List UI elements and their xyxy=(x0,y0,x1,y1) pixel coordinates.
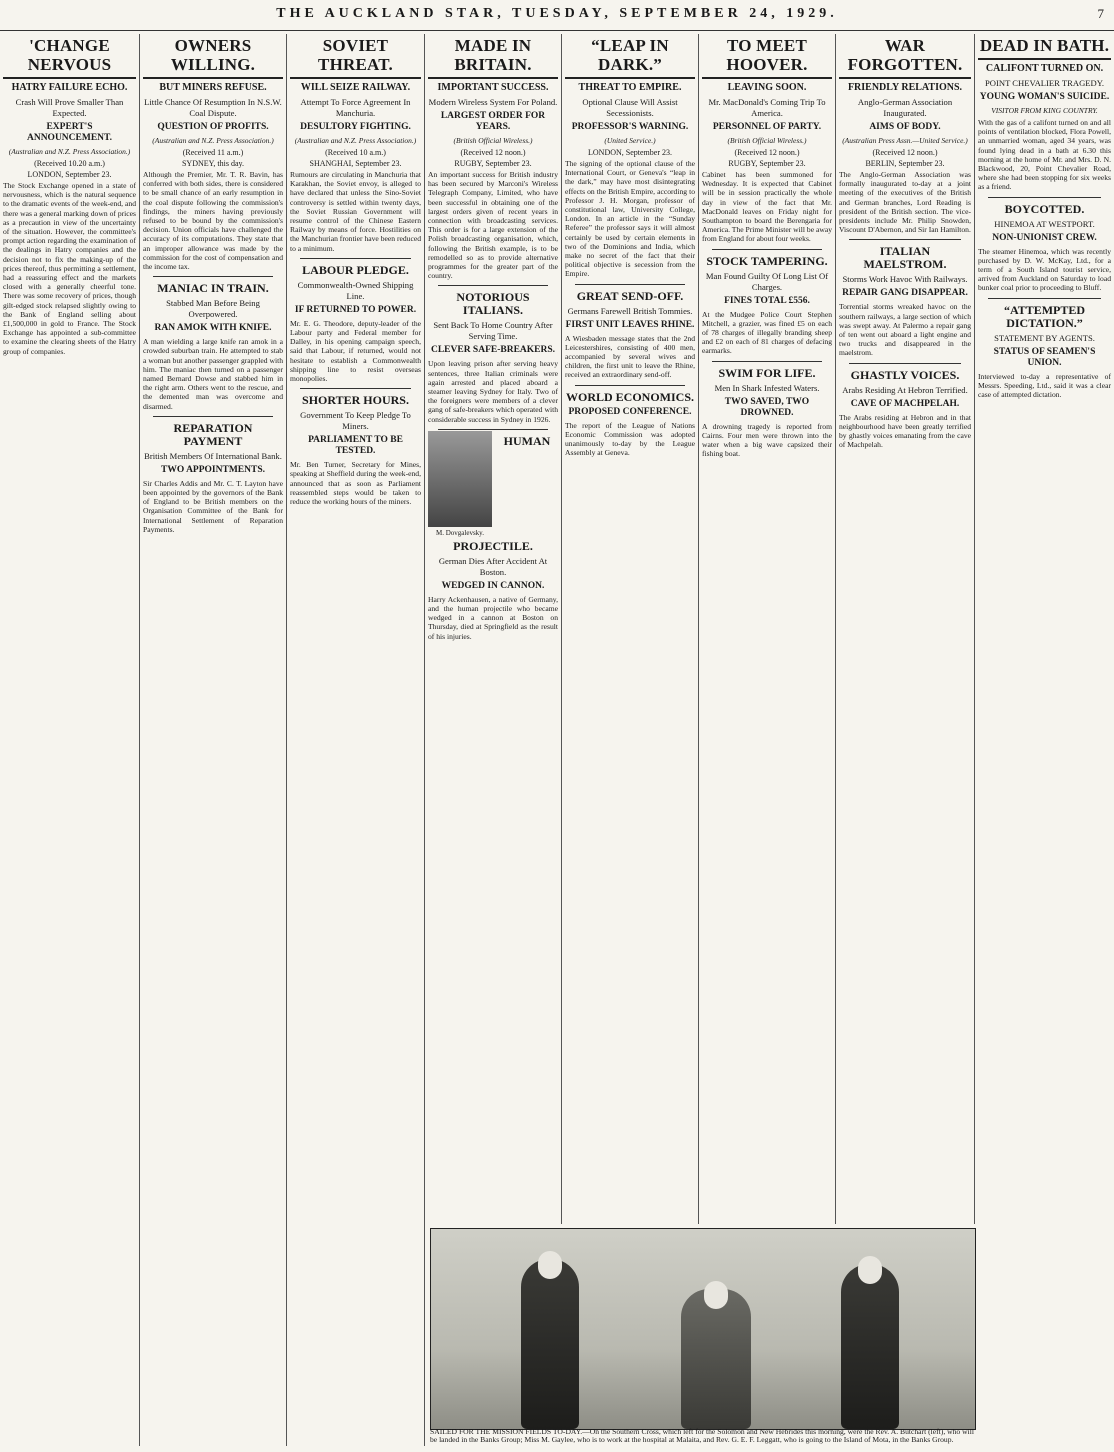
sub-body: Harry Ackenhausen, a native of Germany, and the human projectile who became wedged in a cannon at Boston on Thursday, died at Springfield as the result of his injuries. xyxy=(428,594,558,641)
sub-section: CAVE OF MACHPELAH. xyxy=(850,398,960,409)
subdek: POINT CHEVALIER TRAGEDY. xyxy=(985,78,1104,88)
headline: WAR FORGOTTEN. xyxy=(839,34,971,79)
sub-section: STATUS OF SEAMEN'S UNION. xyxy=(993,346,1096,368)
sub-dek: German Dies After Accident At Boston. xyxy=(438,555,548,577)
sub-dek: British Members Of International Bank. xyxy=(144,450,282,461)
dateline: SYDNEY, this day. xyxy=(181,159,244,168)
sub-body: The Arabs residing at Hebron and in that neighbourhood have been greatly terrified by ghastly voices emanating from the cave of Machpelah. xyxy=(839,412,971,450)
sub-body: A man wielding a large knife ran amok in a crowded suburban train. He attempted to stab a woman but another passenger grappled with him. The maniac then turned on a passenger named Bernard Dowse and stabbed him in the right arm. Others went to the rescue, and the demented man was overcome and disarmed. xyxy=(143,337,283,411)
sub-dek: HINEMOA AT WESTPORT. xyxy=(994,218,1095,229)
sub-headline: GREAT SEND-OFF. xyxy=(576,288,684,303)
sub-body: Mr. Ben Turner, Secretary for Mines, speaking at Sheffield during the week-end, announced that as soon as Parliament reassembled steps would be taken to reduce the working hours of the miners. xyxy=(290,460,421,507)
dek: HATRY FAILURE ECHO. xyxy=(11,82,128,93)
sub-section: FINES TOTAL £556. xyxy=(724,295,810,306)
divider xyxy=(988,298,1101,299)
subdek: Attempt To Force Agreement In Manchuria. xyxy=(300,97,411,118)
sub-section: PROPOSED CONFERENCE. xyxy=(568,406,692,417)
article-body: With the gas of a califont turned on and all points of ventilation blocked, Flora Powell, an unmarried woman, aged 34 years, was found lying dead in a bath at 6.30 this morning at the home of Mr. and Mrs. D. N. Blackwood, 20, Point Chevalier Road, where she had been stopping for six weeks as a friend. xyxy=(978,118,1111,192)
section-heading: PROFESSOR'S WARNING. xyxy=(571,122,689,132)
credit-line: (British Official Wireless.) xyxy=(727,136,807,145)
credit-line: (Australian and N.Z. Press Association.) xyxy=(152,136,274,145)
divider xyxy=(153,416,273,417)
sub-dek: Commonwealth-Owned Shipping Line. xyxy=(297,279,414,301)
section-heading: YOUNG WOMAN'S SUICIDE. xyxy=(979,92,1110,102)
headline: “LEAP IN DARK.” xyxy=(565,34,695,79)
subdek: Optional Clause Will Assist Secessionists. xyxy=(582,97,678,118)
credit-line: VISITOR FROM KING COUNTRY. xyxy=(991,106,1098,115)
portrait-caption: M. Dovgalevsky. xyxy=(436,528,484,537)
divider xyxy=(849,363,961,364)
section-heading: PERSONNEL OF PARTY. xyxy=(712,122,822,132)
sub-headline: WORLD ECONOMICS. xyxy=(565,389,694,404)
credit-line: (Australian Press Assn.—United Service.) xyxy=(842,136,968,145)
divider xyxy=(153,276,273,277)
sub-dek: Man Found Guilty Of Long List Of Charges. xyxy=(705,270,829,292)
sub-dek: STATEMENT BY AGENTS. xyxy=(994,332,1095,343)
section-heading: QUESTION OF PROFITS. xyxy=(157,122,269,132)
sub-headline: REPARATION PAYMENT xyxy=(173,420,253,448)
sub-body: Interviewed to-day a representative of Messrs. Speeding, Ltd., said it was a clear case of attempted dictation. xyxy=(978,371,1111,400)
sub-section: WEDGED IN CANNON. xyxy=(441,580,545,591)
sub-body: At the Mudgee Police Court Stephen Mitchell, a grazier, was fined £5 on each of 78 charges of illegally branding sheep and £2 on each of 81 charges of defacing earmarks. xyxy=(702,309,832,356)
article-body: The signing of the optional clause of the International Court, or Geneva's “leap in the dark,” may have most disintegrating effects on the British Empire, according to Professor J. H. Morgan, professor of constitutional law, University College, London. In an article in the “Sunday Referee” the professor says it will almost certainly be used by certain elements in two of the Dominions and India, which make no secret of the fact that their political objective is secession from the Empire. xyxy=(565,159,695,279)
sub-body: A drowning tragedy is reported from Cairns. Four men were thrown into the water when a big wave capsized their fishing boat. xyxy=(702,421,832,459)
sub-headline: BOYCOTTED. xyxy=(1004,201,1085,216)
divider xyxy=(300,388,411,389)
mission-photo xyxy=(430,1228,976,1430)
dek: WILL SEIZE RAILWAY. xyxy=(300,82,411,93)
sub-body: The steamer Hinemoa, which was recently purchased by D. W. McKay, Ltd., for a term of a South Island tourist service, arrived from Auckland on Saturday to load bunker coal prior to proceeding to Bluff. xyxy=(978,246,1111,293)
divider xyxy=(988,197,1101,198)
column-1 xyxy=(0,34,140,1446)
sub-section: CLEVER SAFE-BREAKERS. xyxy=(430,345,556,356)
section-heading: LARGEST ORDER FOR YEARS. xyxy=(440,111,546,132)
dateline: RUGBY, September 23. xyxy=(728,159,806,168)
sub-section: RAN AMOK WITH KNIFE. xyxy=(154,323,272,334)
sub-headline: MANIAC IN TRAIN. xyxy=(157,281,269,296)
column-8 xyxy=(975,34,1114,1446)
sub-section: FIRST UNIT LEAVES RHINE. xyxy=(565,319,695,330)
sub-dek: Arabs Residing At Hebron Terrified. xyxy=(842,384,968,395)
sub-headline: “ATTEMPTED DICTATION.” xyxy=(1003,302,1086,330)
column-2 xyxy=(140,34,287,1446)
section-heading: DESULTORY FIGHTING. xyxy=(300,122,411,132)
article-body: An important success for British industry has been secured by Marconi's Wireless Telegraph Company, Limited, who have been successful in obtaining one of the largest orders given of recent years in connection with broadcasting services. This order is for a large extension of the Polish broadcasting organisation, which, following the British example, is to be remodelled so as to provide alternative programmes for the greater part of the country. xyxy=(428,170,558,281)
article-body: Rumours are circulating in Manchuria that Karakhan, the Soviet envoy, is alleged to have declared that unless the Sino-Soviet controversy is settled within twenty days, the Soviet Russian Government will resume control of the Chinese Eastern Railway by means of force. Hostilities on the Manchurian frontier have been reduced to a minimum. xyxy=(290,170,421,253)
column-4 xyxy=(425,34,562,1224)
dek: CALIFONT TURNED ON. xyxy=(985,63,1104,74)
dek: THREAT TO EMPIRE. xyxy=(578,82,682,93)
headline: MADE IN BRITAIN. xyxy=(428,34,558,79)
received-time: (Received 12 noon.) xyxy=(872,148,938,157)
sub-headline: NOTORIOUS ITALIANS. xyxy=(456,290,530,318)
dateline: SHANGHAI, September 23. xyxy=(309,159,402,168)
dek: FRIENDLY RELATIONS. xyxy=(847,82,963,93)
dateline: LONDON, September 23. xyxy=(588,148,672,157)
dateline: BERLIN, September 23. xyxy=(865,159,945,168)
sub-body: The report of the League of Nations Economic Commission was adopted unanimously to-day by the League Assembly at Geneva. xyxy=(565,420,695,458)
sub-dek: Men In Shark Infested Waters. xyxy=(714,382,820,393)
subdek: Little Chance Of Resumption In N.S.W. Coal Dispute. xyxy=(144,97,282,118)
sub-section: REPAIR GANG DISAPPEAR. xyxy=(842,288,968,299)
subdek: Modern Wireless System For Poland. xyxy=(428,97,558,107)
sub-dek: Storms Work Havoc With Railways. xyxy=(842,274,968,285)
sub-dek: Sent Back To Home Country After Serving Time. xyxy=(433,320,553,342)
section-heading: EXPERT'S ANNOUNCEMENT. xyxy=(26,122,113,143)
portrait-photo xyxy=(428,431,492,527)
divider xyxy=(438,285,548,286)
page-number: 7 xyxy=(1097,6,1104,21)
sub-dek: Government To Keep Pledge To Miners. xyxy=(300,410,411,432)
divider xyxy=(300,258,411,259)
headline: DEAD IN BATH. xyxy=(978,34,1111,60)
received-time: (Received 10.20 a.m.) xyxy=(34,159,105,168)
article-body: Cabinet has been summoned for Wednesday. It is expected that Cabinet will be in session practically the whole day in view of the fact that Mr. MacDonald leaves on Friday night for Southampton to board the Berengaria for America. The Prime Minister will be away from England for about four weeks. xyxy=(702,170,832,244)
divider xyxy=(712,249,822,250)
sub-headline: SWIM FOR LIFE. xyxy=(718,365,816,380)
sub-headline: LABOUR PLEDGE. xyxy=(302,262,409,277)
sub-section: TWO APPOINTMENTS. xyxy=(161,464,265,475)
photo-caption: SAILED FOR THE MISSION FIELDS TO-DAY.—On the Southern Cross, which left for the Solomon and New Hebrides this morning, were the Rev. A. Butchart (left), who will be landed in the Banks Group; Miss M. Gaylee, who is to work at the hospital at Malaita, and Rev. G. E. F. Leggatt, who is going to the Island of Mota, in the Banks Group. xyxy=(430,1428,974,1444)
sub-headline: SHORTER HOURS. xyxy=(302,393,409,408)
sub-section: NON-UNIONIST CREW. xyxy=(992,232,1097,243)
credit-line: (British Official Wireless.) xyxy=(453,136,533,145)
subdek: Crash Will Prove Smaller Than Expected. xyxy=(15,97,124,118)
sub-headline: GHASTLY VOICES. xyxy=(850,367,960,382)
sub-body: Torrential storms wreaked havoc on the southern railways, a large section of which was swept away. At Palermo a repair gang of ten went out aboard a light engine and two trucks and disappeared in the maelstrom. xyxy=(839,302,971,358)
credit-line: (Australian and N.Z. Press Association.) xyxy=(8,147,131,156)
headline: 'CHANGE NERVOUS xyxy=(3,34,136,79)
sub-headline: HUMAN PROJECTILE. xyxy=(453,433,551,553)
divider xyxy=(575,385,685,386)
received-time: (Received 12 noon.) xyxy=(734,148,800,157)
column-6 xyxy=(699,34,836,1224)
sub-dek: Stabbed Man Before Being Overpowered. xyxy=(166,298,260,320)
subdek: Anglo-German Association Inaugurated. xyxy=(857,97,953,118)
article-body: The Stock Exchange opened in a state of nervousness, which is the natural sequence to the dramatic events of the week-end, and there was a general marking down of prices as a precaution in view of the uncertainty of the situation. However, the committee's prompt action regarding the examination of the dealings in Hatry companies and the decision not to fix the making-up of the prices thereof, thus permitting a settlement, had a reassuring effect and the markets closed with a generally cheerful tone. There was some recovery of prices, though gilt-edged stock relapsed slightly owing to the Bank of England selling about £1,500,000 in gold to France. The Stock Exchange has appointed a sub-committee to examine the clearing sheets of the Hatry group of companies. xyxy=(3,181,136,356)
received-time: (Received 12 noon.) xyxy=(460,148,526,157)
dek: IMPORTANT SUCCESS. xyxy=(437,82,549,93)
masthead-title: THE AUCKLAND STAR, TUESDAY, SEPTEMBER 24, 1929. xyxy=(276,6,838,21)
sub-body: Upon leaving prison after serving heavy sentences, three Italian criminals were again arrested and placed aboard a steamer leaving Sydney for Italy. Two of the foreigners were members of a clever gang of safe-breakers which operated with considerable success in Sydney in 1926. xyxy=(428,359,558,424)
sub-body: Sir Charles Addis and Mr. C. T. Layton have been appointed by the governors of the Bank of England to be British members on the Organisation Committee of the Bank for International Settlement of Reparation Payments. xyxy=(143,478,283,534)
article-body: Although the Premier, Mr. T. R. Bavin, has conferred with both sides, there is considered to be small chance of an early resumption in the coal dispute following the commission's findings, the miners having previously refused to be bound by the commission's decision. Union officials have challenged the accuracy of its computations. They state that an improper allowance was made by the commission for the cost of compensation and the income tax. xyxy=(143,170,283,272)
credit-line: (Australian and N.Z. Press Association.) xyxy=(294,136,417,145)
headline: TO MEET HOOVER. xyxy=(702,34,832,79)
article-body: The Anglo-German Association was formally inaugurated to-day at a joint meeting of the executives of the British and German branches, Lord Reading is president of the British section. The vice-presidents include Mr. Philip Snowden, Viscount D'Abernon, and Sir Ian Hamilton. xyxy=(839,170,971,235)
sub-section: PARLIAMENT TO BE TESTED. xyxy=(308,435,403,457)
divider xyxy=(575,284,685,285)
received-time: (Received 10 a.m.) xyxy=(325,148,386,157)
subdek: Mr. MacDonald's Coming Trip To America. xyxy=(708,97,826,118)
sub-section: TWO SAVED, TWO DROWNED. xyxy=(724,396,810,418)
divider xyxy=(849,239,961,240)
column-7 xyxy=(836,34,975,1224)
sub-body: Mr. E. G. Theodore, deputy-leader of the Labour party and Federal member for Dalley, in his opening campaign speech, said that Labour, if returned, would not hesitate to establish a Commonwealth shipping line to resist overseas monopolies. xyxy=(290,318,421,384)
received-time: (Received 11 a.m.) xyxy=(182,148,244,157)
headline: SOVIET THREAT. xyxy=(290,34,421,79)
sub-section: IF RETURNED TO POWER. xyxy=(294,304,417,315)
column-5 xyxy=(562,34,699,1224)
sub-body: A Wiesbaden message states that the 2nd Leicestershires, consisting of 400 men, accompanied by several wives and children, the first unit to leave the Rhine, received an extraordinary send-off. xyxy=(565,333,695,380)
sub-headline: ITALIAN MAELSTROM. xyxy=(863,244,947,272)
sub-dek: Germans Farewell British Tommies. xyxy=(567,305,693,316)
dateline: RUGBY, September 23. xyxy=(454,159,532,168)
column-3 xyxy=(287,34,425,1446)
divider xyxy=(712,361,822,362)
sub-headline: STOCK TAMPERING. xyxy=(706,253,828,268)
masthead xyxy=(0,0,1114,31)
headline: OWNERS WILLING. xyxy=(143,34,283,79)
dateline: LONDON, September 23. xyxy=(27,170,112,179)
divider xyxy=(438,429,548,430)
dek: LEAVING SOON. xyxy=(727,82,807,93)
dek: BUT MINERS REFUSE. xyxy=(159,82,267,93)
section-heading: AIMS OF BODY. xyxy=(869,122,941,132)
credit-line: (United Service.) xyxy=(604,136,656,145)
